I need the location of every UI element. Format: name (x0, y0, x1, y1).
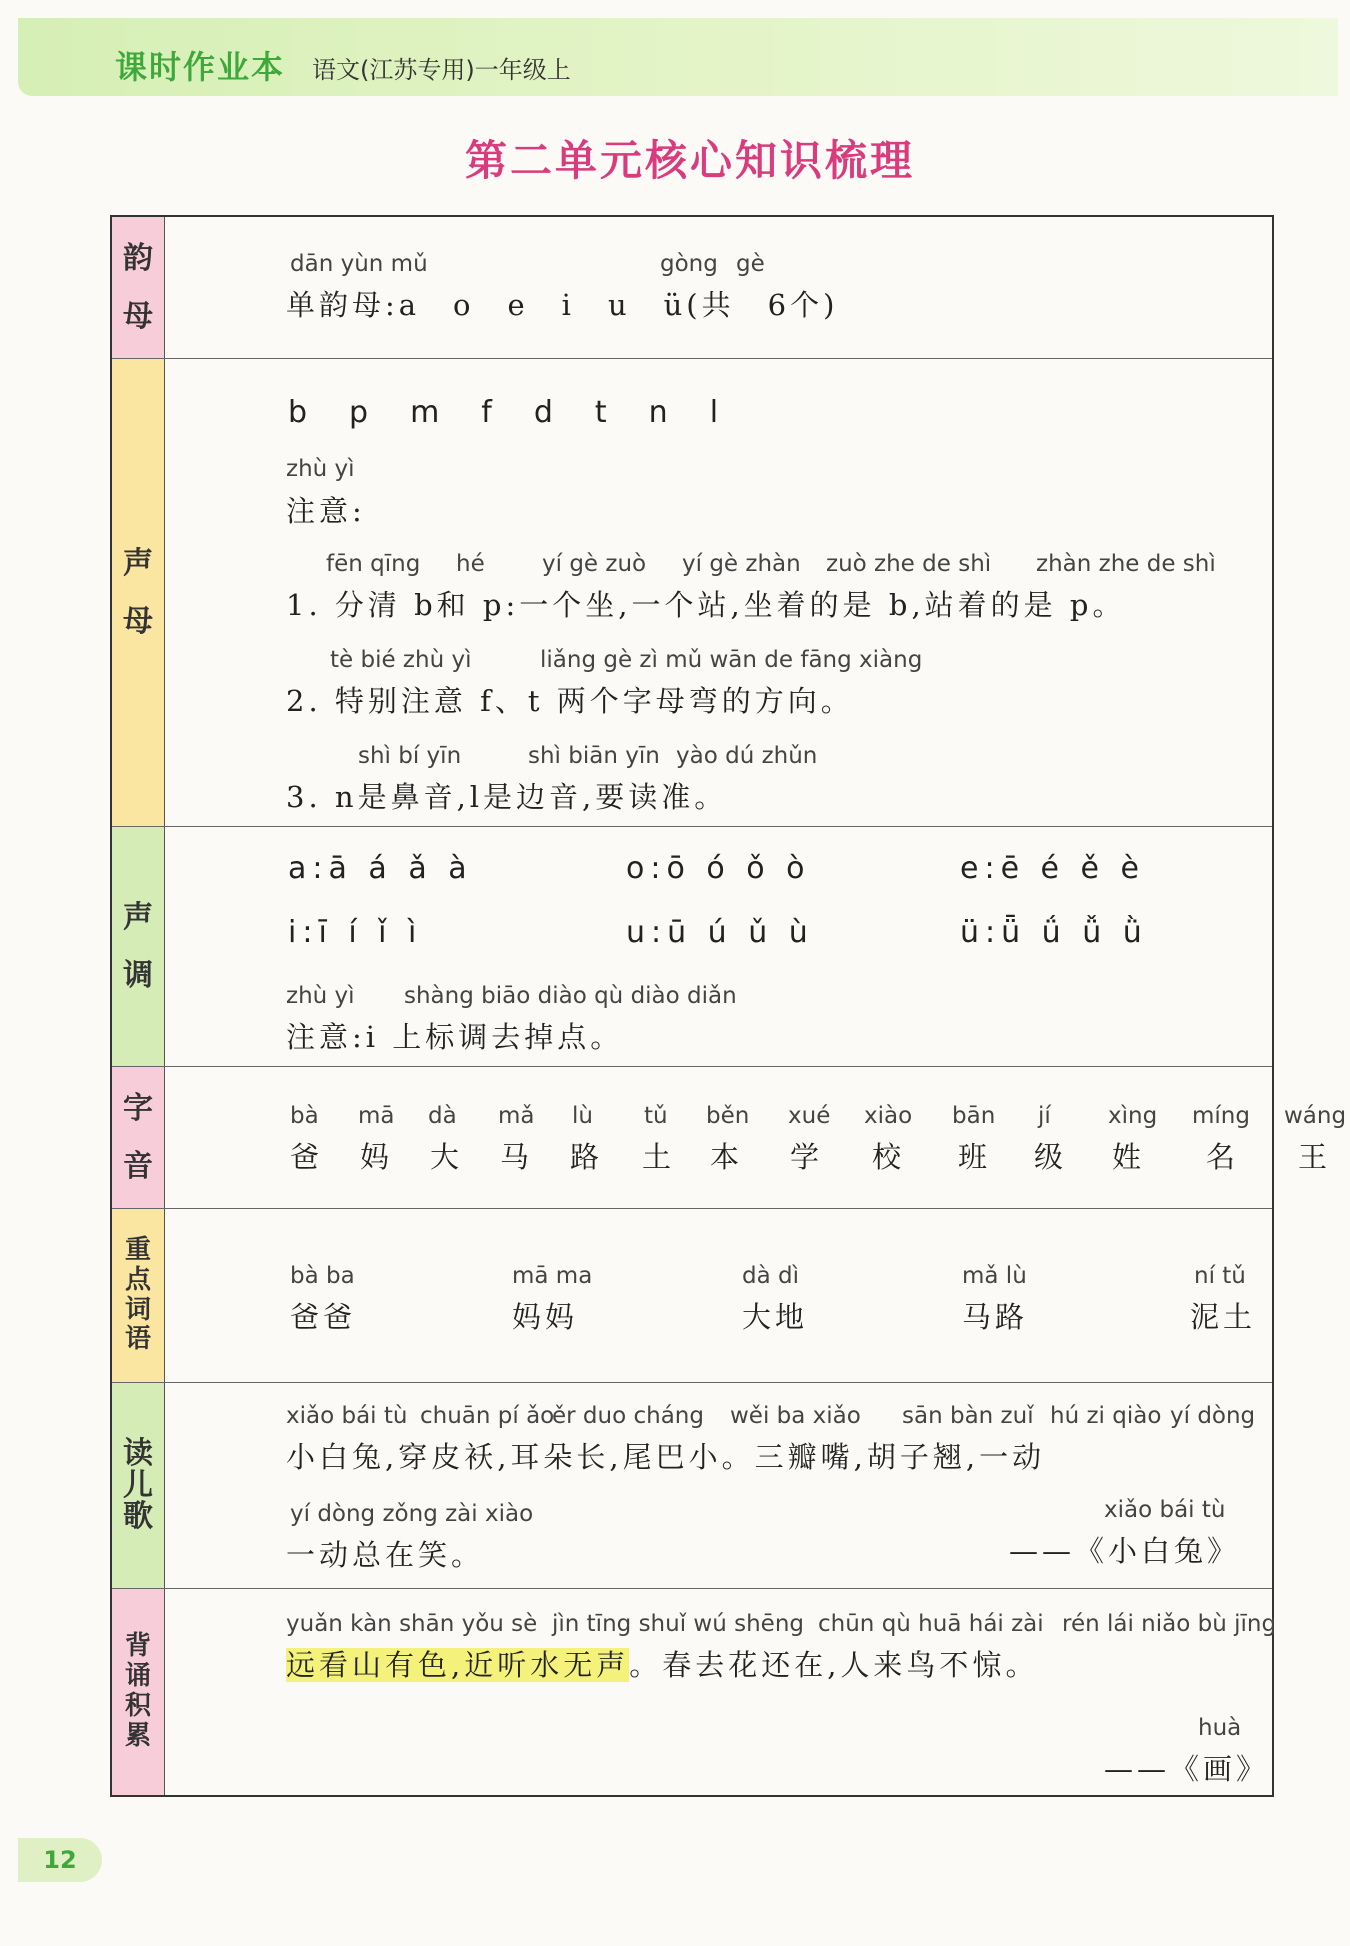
note-1: 1. 分清 b和 p:一个坐,一个站,坐着的是 b,站着的是 p。 (286, 588, 1126, 622)
content-erge: xiǎo bái tù chuān pí ǎo ěr duo cháng wěi ba xiǎo sān bàn zuǐ hú zi qiào yí dòng 小白兔,穿皮袄,耳朵长,尾巴小。三瓣嘴,胡子翘,一动 yí dòng zǒng zài xiào 一动总在笑。 xiǎo bái tù ——《小白兔》 (286, 1403, 1256, 1572)
tone-rule: 注意:i 上标调去掉点。 (286, 1020, 624, 1054)
word-item: 爸爸 (290, 1300, 357, 1334)
danyunmu-text: 单韵母:a o e i u ü(共 6个) (286, 288, 839, 322)
row-yunmu (112, 217, 1272, 359)
note-2: 2. 特别注意 f、t 两个字母弯的方向。 (286, 684, 854, 718)
char-item: 王 (1298, 1140, 1332, 1174)
row-ziyin (112, 1067, 1347, 1209)
page-title: 第二单元核心知识梳理 (464, 136, 915, 185)
char-item: 校 (872, 1140, 906, 1174)
content-beisong: yuǎn kàn shān yǒu sè jìn tīng shuǐ wú shēng chūn qù huā hái zài rén lái niǎo bù jīng 远看山有色,近听水无声。春去花还在,人来鸟不惊。 huà ——《画》 (286, 1611, 1277, 1786)
tone-a: a:ā á ǎ à (288, 851, 473, 886)
tone-i: i:ī í ǐ ì (288, 915, 423, 950)
row-ciyu (112, 1209, 1272, 1383)
poem-highlight: 远看山有色,近听水无声 (286, 1648, 630, 1682)
book-brand: 课时作业本 (115, 48, 286, 86)
char-item: 名 (1206, 1140, 1240, 1174)
row-beisong (112, 1589, 1277, 1795)
word-item: 妈妈 (512, 1300, 579, 1334)
char-item: 妈 (360, 1140, 394, 1174)
poem-line: 远看山有色,近听水无声。春去花还在,人来鸟不惊。 (286, 1648, 1039, 1682)
tone-u: u:ū ú ǔ ù (626, 915, 814, 950)
content-shengmu: b p m f d t n l zhù yì 注意: fēn qīng hé yí gè zuò yí gè zhàn zuò zhe de shì zhàn zhe de shì 1. 分清 b和 p:一个坐,一个站,坐着的是 b,站着的是 p。 tè bié zhù yì liǎng gè zì mǔ wān de fāng xiàng 2. 特别注意 f、t 两个字母弯的方向。 shì bí yīn shì biān yīn yào dú zhǔn 3. n是鼻音,l是边音,要读准。 (164, 359, 1272, 826)
erge-source: ——《小白兔》 (1009, 1534, 1241, 1568)
row-shengmu (112, 359, 1272, 827)
char-item: 姓 (1112, 1140, 1146, 1174)
label-ziyin: 字 音 (112, 1067, 165, 1208)
content-yunmu: dān yùn mǔ gòng gè 单韵母:a o e i u ü(共 6个) (286, 251, 839, 322)
label-beisong: 背 诵 积 累 (112, 1589, 165, 1795)
label-yunmu: 韵 母 (112, 217, 165, 358)
book-subject: 语文(江苏专用)一年级上 (312, 56, 571, 84)
page-number: 12 (18, 1838, 102, 1882)
char-item: 土 (642, 1140, 676, 1174)
word-item: 泥土 (1190, 1300, 1257, 1334)
tone-e: e:ē é ě è (960, 851, 1146, 886)
char-item: 学 (790, 1140, 824, 1174)
char-item: 路 (570, 1140, 604, 1174)
label-shengmu: 声 母 (112, 359, 165, 826)
tone-v: ü:ǖ ǘ ǚ ǜ (960, 915, 1148, 950)
knowledge-table (110, 215, 1347, 1797)
content-ciyu: bà ba 爸爸 mā ma 妈妈 dà dì 大地 mǎ lù 马路 ní tǔ 泥土 (290, 1263, 1257, 1334)
char-item: 班 (958, 1140, 992, 1174)
char-item: 级 (1034, 1140, 1068, 1174)
label-ciyu: 重 点 词 语 (112, 1209, 165, 1382)
row-erge (112, 1383, 1272, 1589)
shengmu-letters: b p m f d t n l (288, 395, 725, 430)
poem-source: ——《画》 (1104, 1752, 1270, 1786)
content-ziyin: bà 爸 mā 妈 dà 大 mǎ 马 lù 路 tǔ 土 běn 本 xué 学 xiào 校 bān 班 jí 级 xìng 姓 míng 名 wáng 王 (290, 1103, 1347, 1174)
content-shengdiao: a:ā á ǎ à o:ō ó ǒ ò e:ē é ě è i:ī í ǐ ì u:ū ú ǔ ù ü:ǖ ǘ ǚ ǜ zhù yì shàng biāo diào qù diào diǎn 注意:i 上标调去掉点。 (286, 851, 1148, 1054)
erge-line-1: 小白兔,穿皮袄,耳朵长,尾巴小。三瓣嘴,胡子翘,一动 (286, 1440, 1046, 1474)
word-item: 马路 (962, 1300, 1029, 1334)
label-shengdiao: 声 调 (112, 827, 165, 1066)
label-erge: 读 儿 歌 (112, 1383, 165, 1588)
note-3: 3. n是鼻音,l是边音,要读准。 (286, 780, 728, 814)
tone-o: o:ō ó ǒ ò (626, 851, 811, 886)
word-item: 大地 (742, 1300, 809, 1334)
char-item: 马 (500, 1140, 534, 1174)
row-shengdiao (112, 827, 1272, 1067)
erge-line-2: 一动总在笑。 (286, 1538, 485, 1572)
char-item: 爸 (290, 1140, 324, 1174)
char-item: 本 (710, 1140, 744, 1174)
char-item: 大 (430, 1140, 464, 1174)
